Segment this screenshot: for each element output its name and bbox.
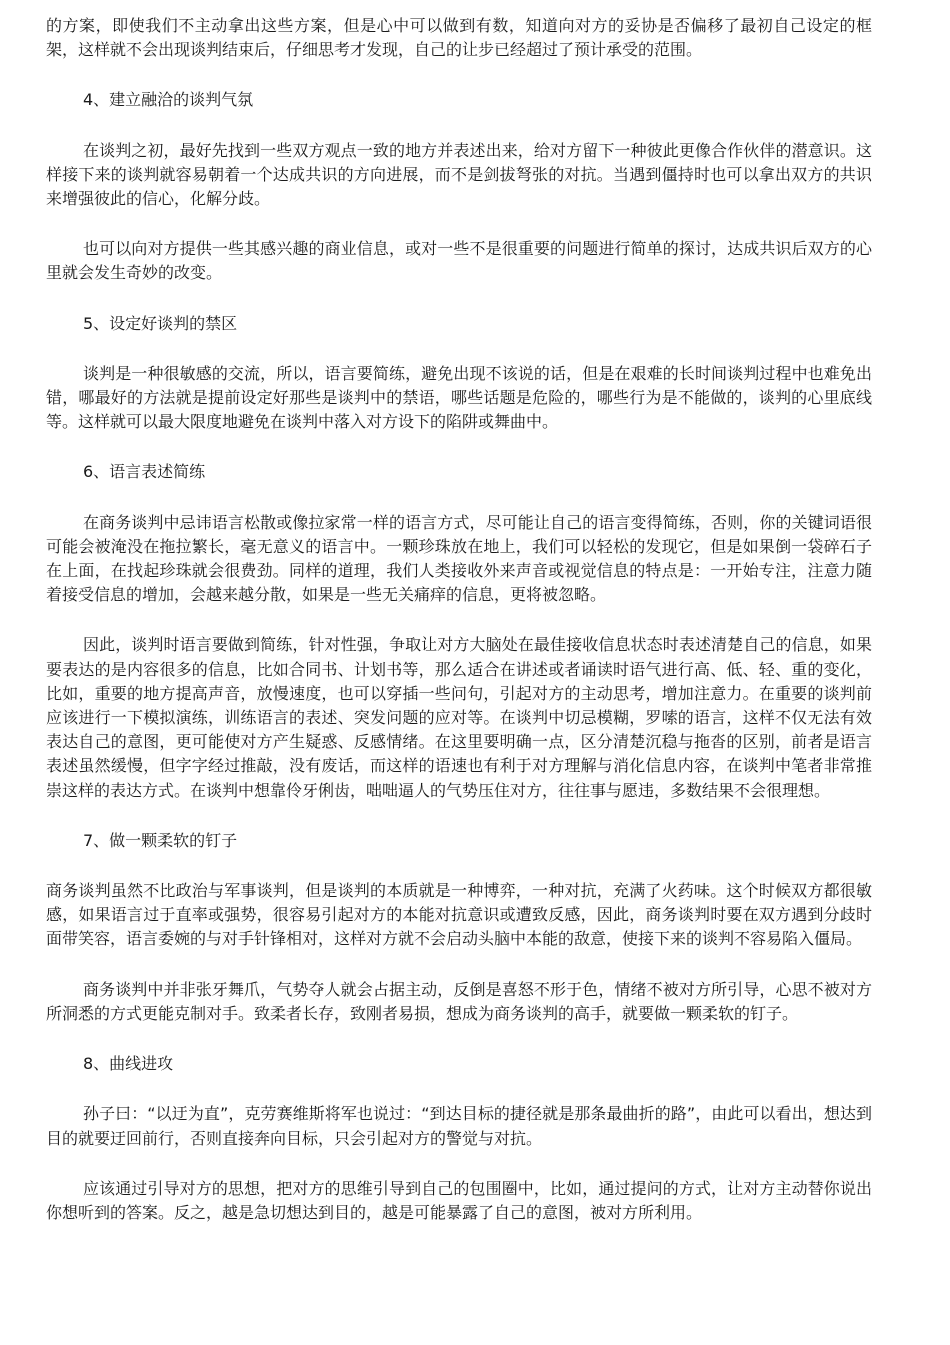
paragraph: 在谈判之初，最好先找到一些双方观点一致的地方并表述出来，给对方留下一种彼此更像合作伙伴的潜意识。这样接下来的谈判就容易朝着一个达成共识的方向进展，而不是剑拔弩张的对抗。当遇到僵持时也可以拿出双方的共识来增强彼此的信心，化解分歧。 xyxy=(46,140,872,209)
paragraph: 因此，谈判时语言要做到简练，针对性强，争取让对方大脑处在最佳接收信息状态时表述清楚自己的信息，如果要表达的是内容很多的信息，比如合同书、计划书等，那么适合在讲述或者诵读时语气进行高、低、轻、重的变化，比如，重要的地方提高声音，放慢速度，也可以穿插一些问句，引起对方的主动思考，增加注意力。在重要的谈判前应该进行一下模拟演练，训练语言的表述、突发问题的应对等。在谈判中切忌模糊，罗嗦的语言，这样不仅无法有效表达自己的意图，更可能使对方产生疑惑、反感情绪。在这里要明确一点，区分清楚沉稳与拖沓的区别，前者是语言表述虽然缓慢，但字字经过推敲，没有废话，而这样的语速也有利于对方理解与消化信息内容，在谈判中笔者非常推崇这样的表达方式。在谈判中想靠伶牙俐齿，咄咄逼人的气势压住对方，往往事与愿违，多数结果不会很理想。 xyxy=(46,635,872,800)
paragraph: 谈判是一种很敏感的交流，所以，语言要简练，避免出现不该说的话，但是在艰难的长时间谈判过程中也难免出错，哪最好的方法就是提前设定好那些是谈判中的禁语，哪些话题是危险的，哪些行为是不能做的，谈判的心里底线等。这样就可以最大限度地避免在谈判中落入对方设下的陷阱或舞曲中。 xyxy=(46,363,872,432)
paragraph: 也可以向对方提供一些其感兴趣的商业信息，或对一些不是很重要的问题进行简单的探讨，达成共识后双方的心里就会发生奇妙的改变。 xyxy=(46,239,872,283)
paragraph: 在商务谈判中忌讳语言松散或像拉家常一样的语言方式，尽可能让自己的语言变得简练，否则，你的关键词语很可能会被淹没在拖拉繁长，毫无意义的语言中。一颗珍珠放在地上，我们可以轻松的发现它，但是如果倒一袋碎石子在上面，在找起珍珠就会很费劲。同样的道理，我们人类接收外来声音或视觉信息的特点是：一开始专注，注意力随着接受信息的增加，会越来越分散，如果是一些无关痛痒的信息，更将被忽略。 xyxy=(46,512,872,605)
paragraph: 的方案，即使我们不主动拿出这些方案，但是心中可以做到有数，知道向对方的妥协是否偏移了最初自己设定的框架，这样就不会出现谈判结束后，仔细思考才发现，自己的让步已经超过了预计承受的范围。 xyxy=(46,16,872,60)
document-page xyxy=(46,14,872,1225)
section-heading-6: 6、语言表述简练 xyxy=(83,462,206,482)
section-heading-4: 4、建立融洽的谈判气氛 xyxy=(83,90,254,110)
section-heading-5: 5、设定好谈判的禁区 xyxy=(83,313,238,333)
paragraph: 商务谈判中并非张牙舞爪，气势夺人就会占据主动，反倒是喜怒不形于色，情绪不被对方所引导，心思不被对方所洞悉的方式更能克制对手。致柔者长存，致刚者易损，想成为商务谈判的高手，就要做一颗柔软的钉子。 xyxy=(46,979,872,1023)
paragraph: 应该通过引导对方的思想，把对方的思维引导到自己的包围圈中，比如，通过提问的方式，让对方主动替你说出你想听到的答案。反之，越是急切想达到目的，越是可能暴露了自己的意图，被对方所利用。 xyxy=(46,1178,872,1222)
paragraph: 商务谈判虽然不比政治与军事谈判，但是谈判的本质就是一种博弈，一种对抗，充满了火药味。这个时候双方都很敏感，如果语言过于直率或强势，很容易引起对方的本能对抗意识或遭致反感，因此，商务谈判时要在双方遇到分歧时面带笑容，语言委婉的与对手针锋相对，这样对方就不会启动头脑中本能的敌意，使接下来的谈判不容易陷入僵局。 xyxy=(46,881,872,949)
section-heading-7: 7、做一颗柔软的钉子 xyxy=(83,830,238,850)
section-heading-8: 8、曲线进攻 xyxy=(83,1054,174,1074)
paragraph: 孙子曰：“以迂为直”，克劳赛维斯将军也说过：“到达目标的捷径就是那条最曲折的路”，由此可以看出，想达到目的就要迂回前行，否则直接奔向目标，只会引起对方的警觉与对抗。 xyxy=(46,1104,872,1148)
